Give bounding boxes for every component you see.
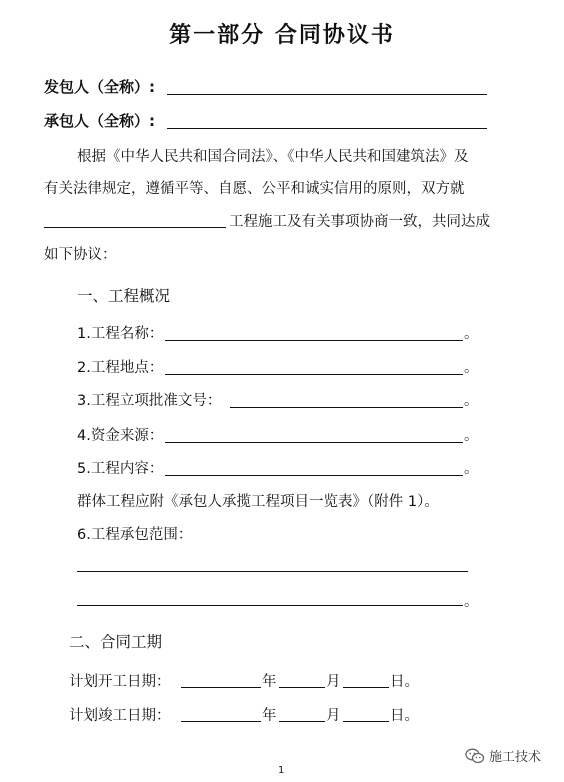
start-year-line [181,687,261,688]
item-project-name-line [165,340,463,341]
watermark-text: 施工技术 [489,750,542,765]
item-approval-number-label: 3.工程立项批准文号： [77,393,222,409]
contractor-label: 承包人（全称）: [44,112,155,130]
item-approval-number-line [230,407,463,408]
contractor-fill-line [167,128,487,129]
planned-start-label: 计划开工日期： [69,674,171,690]
start-day-line [343,687,389,688]
start-year-unit: 年 [262,674,277,690]
item-approval-number-period: 。 [464,393,479,409]
page-title: 第一部分 合同协议书 [169,22,395,48]
section2-heading: 二、合同工期 [69,633,163,651]
item-project-content-label: 5.工程内容： [77,461,164,477]
end-month-line [279,721,325,722]
start-month-line [279,687,325,688]
item-project-name-label: 1.工程名称： [77,326,164,342]
end-day-unit: 日。 [390,708,419,724]
intro-line-3: 工程施工及有关事项协商一致，共同达成 [229,214,490,230]
item-fund-source-label: 4.资金来源： [77,428,164,444]
intro-line-4: 如下协议： [44,247,117,263]
item-project-content-period: 。 [464,461,479,477]
section1-heading: 一、工程概况 [77,287,171,305]
end-day-line [343,721,389,722]
group-project-note: 群体工程应附《承包人承揽工程项目一览表》（附件 1）。 [77,494,439,510]
end-year-line [181,721,261,722]
wechat-icon [465,748,485,764]
item-fund-source-period: 。 [464,428,479,444]
item-contract-scope-label: 6.工程承包范围： [77,527,193,543]
contract-scope-period: 。 [464,594,479,610]
employer-label: 发包人（全称）: [44,78,155,96]
planned-completion-label: 计划竣工日期： [69,708,171,724]
watermark [465,746,541,765]
item-project-name-period: 。 [464,326,479,342]
intro-line-2: 有关法律规定，遵循平等、自愿、公平和诚实信用的原则，双方就 [44,181,465,197]
item-project-content-line [165,475,463,476]
item-project-location-label: 2.工程地点： [77,360,164,376]
contract-scope-line-1 [77,571,468,572]
end-year-unit: 年 [262,708,277,724]
item-project-location-line [165,374,463,375]
item-fund-source-line [165,442,463,443]
end-month-unit: 月 [326,708,341,724]
start-day-unit: 日。 [390,674,419,690]
contract-scope-line-2 [77,605,463,606]
start-month-unit: 月 [326,674,341,690]
item-project-location-period: 。 [464,360,479,376]
project-name-fill-line [44,227,226,228]
intro-line-1: 根据《中华人民共和国合同法》、《中华人民共和国建筑法》及 [77,149,469,165]
page-number: 1 [278,765,285,776]
employer-fill-line [167,94,487,95]
